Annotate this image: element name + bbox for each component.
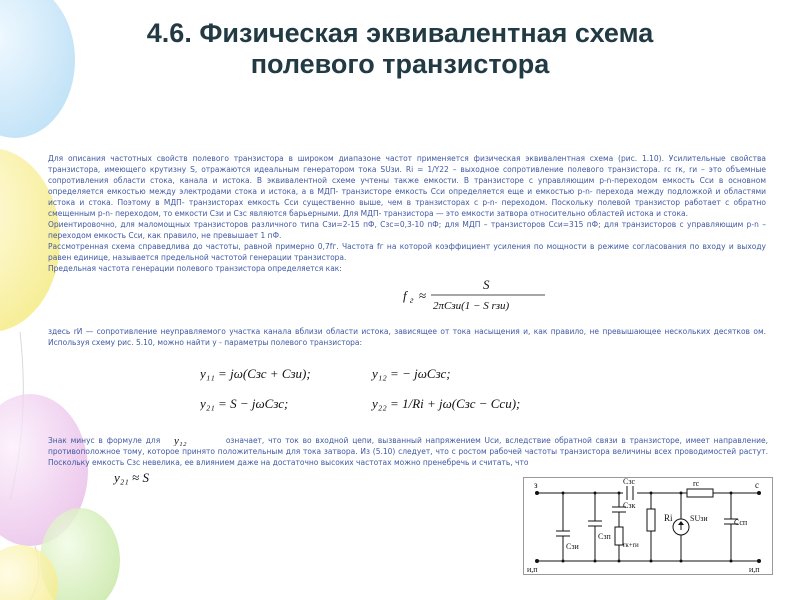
paragraph-sign-rest: означает, что ток во входной цепи, вызванный напряжением Uси, вследствие обратной связи в транзисторе, имеет направление, противоположное тому, которое принято положительным для тока затвора. Из (5.10) следует, что с ростом рабочей частоты транзистора величины всех проводимостей растут. Поскольку емкость Cзс невелика, ее влиянием даже на достаточно высоких частотах можно пренебречь и считать, что (48, 436, 769, 467)
resistor-ri-label: Ri (664, 513, 673, 523)
resistor-rk-label: rк+rи (623, 541, 639, 549)
terminal-source-right-label: и,п (749, 565, 760, 574)
formula-y11: y₁₁ = jω(Cзс + Cзи); (200, 366, 311, 381)
slide-title-line-2: полевого транзистора (250, 49, 550, 79)
resistor-rc-label: rc (693, 479, 700, 488)
paragraph-validity: Рассмотренная схема справедлива до частоты, равной примерно 0,7fг. Частота fг на которой коэффициент усиления по мощности в режиме согласования по входу и выходу равен единице, называется предельной частотой генерации транзистора. (48, 242, 766, 262)
capacitor-czp-label: Cзп (598, 532, 611, 541)
text-block-sign (48, 434, 768, 468)
formula-y12: y₁₂ = − jωCзс; (372, 366, 451, 381)
terminal-source-left-label: и,п (527, 565, 538, 574)
paragraph-fg-definition: Предельная частота генерации полевого транзистора определяется как: (48, 264, 342, 273)
text-block-main (48, 153, 766, 274)
equivalent-circuit-diagram (523, 477, 773, 575)
formula-y-parameters (200, 360, 540, 420)
paragraph-intro: Для описания частотных свойств полевого транзистора в широком диапазоне частот применяется физическая эквивалентная схема (рис. 1.10). Усилительные свойства транзистора, имеющего крутизну S, отражаются идеальным генератором тока SUзи. Ri = 1/Y22 – выходное сопротивление полевого транзистора. rс rк, rи – это объемные сопротивления области стока, канала и истока. В эквивалентной схеме учтены также емкости. В транзисторе с управляющим p-n-переходом емкость Cси в основном определяется емкостью между электродами стока и истока, а в МДП- транзисторе емкость Cси определяется еще и емкостью p-n- перехода между подложкой и областями истока и стока. Поэтому в МДП- транзисторах емкость Cси существенно выше, чем в транзисторах с p-n- переходом. Поскольку полевой транзистор работает с обратно смещенным p-n- переходом, то емкости Cзи и Cзс являются барьерными. Для МДП- транзистора — это емкости затвора относительно областей истока и стока. (48, 154, 766, 218)
formula-y21-approx (112, 469, 182, 487)
formula-fg-numerator: S (483, 277, 490, 292)
paragraph-sign (48, 434, 768, 468)
formula-fg (395, 276, 565, 316)
formula-fg-lhs: f (403, 288, 407, 303)
capacitor-csp-label: Cсп (734, 518, 748, 527)
capacitor-czs-label: Cзс (623, 477, 636, 486)
svg-text:y₂₁ ≈ S: y₂₁ ≈ S (114, 470, 149, 485)
formula-y12-inline (164, 434, 204, 446)
terminal-gate-label: з (534, 480, 538, 490)
paragraph-rI: здесь rИ — сопротивление неуправляемого участка канала вблизи области истока, зависящее от тока насыщения и, как правило, не превышающее нескольких десятков ом. Используя схему рис. 5.10, можно найти y - параметры полевого транзистора: (48, 327, 766, 347)
slide-title-line-1: 4.6. Физическая эквивалентная схема (146, 18, 654, 48)
formula-fg-denominator: 2πCзи(1 − S rзи) (433, 300, 510, 312)
formula-y21: y₂₁ = S − jωCзс; (200, 396, 289, 411)
paragraph-capacitance-values: Ориентировочно, для маломощных транзисторов различного типа Cзи=2-15 пФ, Cзс=0,3-10 пФ; для МДП – транзисторов Cси=315 пФ; для транзисторов с управляющим p-n – переходом емкость Cси, как правило, не превышает 1 пФ. (48, 220, 766, 240)
formula-y12-inline-slot (164, 434, 222, 446)
svg-text:y₁₂: y₁₂ (174, 435, 187, 446)
formula-y22: y₂₂ = 1/Ri + jω(Cзс − Cси); (372, 396, 521, 411)
capacitor-czi-label: Cзи (566, 542, 579, 551)
text-block-rI (48, 326, 766, 348)
paragraph-sign-start: Знак минус в формуле для (48, 436, 161, 445)
capacitor-czk-label: Cзк (623, 501, 636, 510)
formula-fg-eq: ≈ (419, 288, 427, 303)
formula-fg-sub: г (410, 295, 414, 305)
terminal-drain-label: с (755, 480, 759, 490)
current-source-label: SUзи (690, 514, 708, 523)
slide-title (60, 18, 740, 80)
